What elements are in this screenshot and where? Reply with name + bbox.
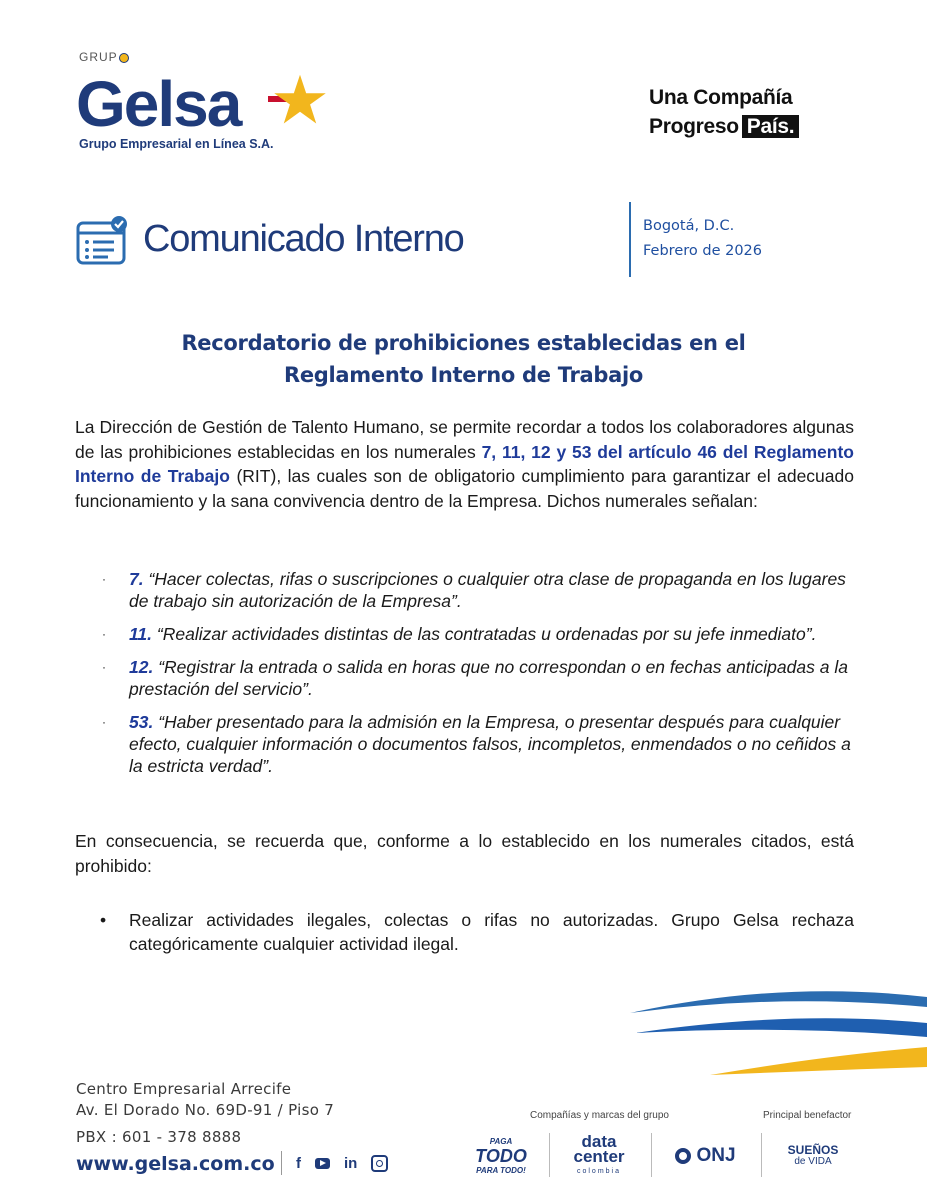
star-icon — [272, 72, 328, 128]
address-line1: Centro Empresarial Arrecife — [76, 1080, 292, 1098]
consequence-paragraph: En consecuencia, se recuerda que, conforme a lo establecido en los numerales citados, está prohibido: — [75, 831, 854, 876]
brand-subtitle: Grupo Empresarial en Línea S.A. — [79, 137, 274, 151]
list-item: · 11. “Realizar actividades distintas de las contratadas u ordenadas por su jefe inmediato”. — [102, 624, 817, 644]
youtube-icon[interactable] — [315, 1158, 330, 1169]
tagline-highlight: País. — [742, 115, 800, 138]
brand-divider — [761, 1133, 762, 1177]
tagline-line2: Progreso País. — [649, 115, 799, 139]
phone: PBX : 601 - 378 8888 — [76, 1128, 242, 1146]
onj-logo: ONJ — [663, 1133, 748, 1179]
document-checklist-icon — [76, 215, 130, 265]
document-title: Recordatorio de prohibiciones establecidas en el Reglamento Interno de Trabajo — [181, 331, 746, 387]
prohibited-list — [100, 908, 854, 956]
address-line2: Av. El Dorado No. 69D-91 / Piso 7 — [76, 1101, 335, 1119]
date: Febrero de 2026 — [643, 243, 762, 259]
onj-ring-icon — [675, 1148, 691, 1164]
list-item: · 12. “Registrar la entrada o salida en horas que no correspondan o en fechas anticipadas a la prestación del servicio”. — [102, 657, 848, 699]
bullet-item: • Realizar actividades ilegales, colectas o rifas no autorizadas. Grupo Gelsa rechaza categóricamente cualquier actividad ilegal. — [100, 910, 854, 954]
gelsa-logo-text: Gelsa — [76, 68, 241, 140]
decorative-waves — [560, 985, 927, 1090]
city: Bogotá, D.C. — [643, 218, 735, 234]
list-item: · 7. “Hacer colectas, rifas o suscripciones o cualquier otra clase de propaganda en los lugares de trabajo sin autorización de la Empresa”. — [102, 569, 846, 611]
paga-todo-logo: PAGA TODO PARA TODO! — [475, 1136, 527, 1175]
data-center-logo: data center colombia — [573, 1131, 625, 1175]
website-link[interactable]: www.gelsa.com.co — [76, 1153, 275, 1175]
list-item: · 53. “Haber presentado para la admisión en la Empresa, o presentar después para cualquier efecto, cualquier información o documentos falsos, incompletos, enmendados o no ceñidos a la estricta verdad”. — [102, 712, 851, 776]
linkedin-icon[interactable]: in — [344, 1154, 358, 1172]
suenos-de-vida-logo: SUEÑOS de VIDA — [787, 1143, 839, 1167]
grupo-dot-icon — [119, 53, 129, 63]
brands-label: Compañías y marcas del grupo — [530, 1110, 669, 1121]
brand-divider — [651, 1133, 652, 1177]
instagram-icon[interactable] — [371, 1155, 388, 1172]
intro-paragraph: La Dirección de Gestión de Talento Humano, se permite recordar a todos los colaboradores algunas de las prohibiciones establecidas en los numerales 7, 11, 12 y 53 del artículo 46 del Reglamento Interno de Trabajo (RIT), las cuales son de obligatorio cumplimiento para garantizar el adecuado funcionamiento y la sana convivencia dentro de la Empresa. Dichos numerales señalan: — [75, 417, 854, 511]
social-divider — [281, 1151, 282, 1175]
rit-reference: 7, 11, 12 y 53 del artículo 46 del Reglamento Interno de Trabajo — [75, 441, 854, 486]
header-divider — [629, 202, 631, 277]
facebook-icon[interactable]: f — [296, 1154, 301, 1172]
grupo-label: GRUP — [79, 50, 129, 64]
tagline-line1: Una Compañía — [649, 86, 793, 109]
communique-title: Comunicado Interno — [143, 218, 464, 260]
benefactor-label: Principal benefactor — [763, 1110, 852, 1121]
brand-divider — [549, 1133, 550, 1177]
prohibition-list — [100, 568, 860, 788]
social-links — [281, 1150, 388, 1176]
